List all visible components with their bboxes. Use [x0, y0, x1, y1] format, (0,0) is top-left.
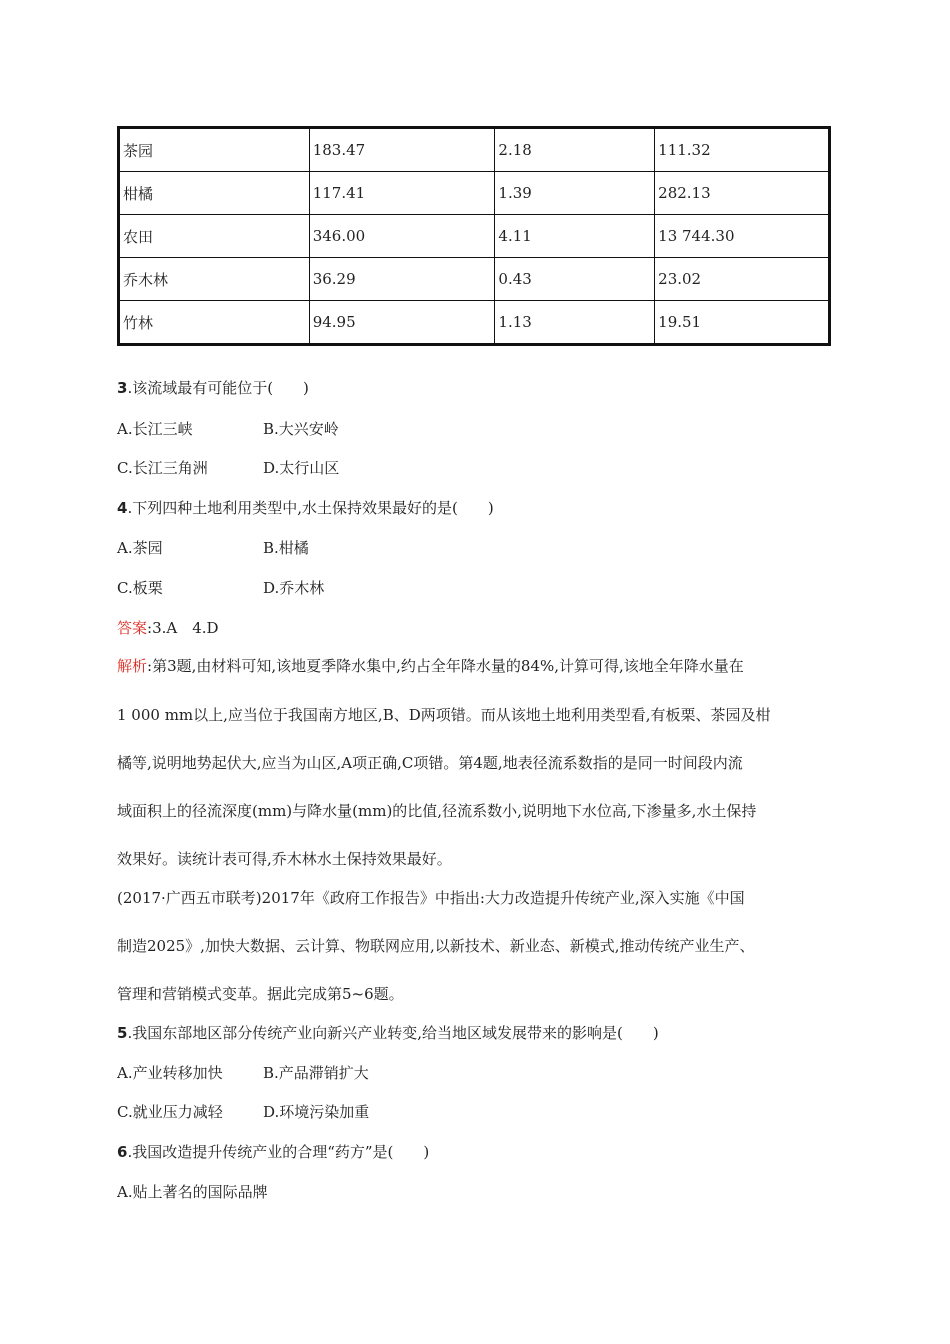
question-4 [117, 497, 494, 518]
land-use-type-cell: 乔木林 [119, 258, 310, 301]
table-row [119, 172, 830, 215]
table-value-cell: 36.29 [309, 258, 495, 301]
analysis-line: 域面积上的径流深度(mm)与降水量(mm)的比值,径流系数小,说明地下水位高,下渗量多,水土保持 [117, 802, 757, 820]
question-text: .下列四种土地利用类型中,水土保持效果最好的是( ) [127, 499, 494, 517]
option-a: A.产业转移加快 [117, 1064, 223, 1082]
table-value-cell: 19.51 [655, 301, 830, 345]
option-a: A.茶园 [117, 539, 163, 557]
options-row [117, 577, 324, 598]
question-text: .我国改造提升传统产业的合理“药方”是( ) [127, 1143, 430, 1161]
option-d: D.环境污染加重 [263, 1103, 370, 1121]
table-value-cell: 2.18 [495, 128, 655, 172]
analysis-label: 解析 [117, 657, 148, 675]
option-a: A.长江三峡 [117, 420, 193, 438]
question-text: .该流域最有可能位于( ) [127, 379, 309, 397]
table-value-cell: 117.41 [309, 172, 495, 215]
analysis-line [117, 655, 744, 676]
question-text: .我国东部地区部分传统产业向新兴产业转变,给当地区域发展带来的影响是( ) [127, 1024, 659, 1042]
material-line: 管理和营销模式变革。据此完成第5~6题。 [117, 985, 404, 1003]
question-5 [117, 1022, 659, 1043]
question-3 [117, 377, 309, 398]
options-row [117, 1062, 369, 1083]
options-row [117, 457, 339, 478]
option-c: C.长江三角洲 [117, 459, 208, 477]
options-row [117, 418, 339, 439]
table-value-cell: 183.47 [309, 128, 495, 172]
land-use-type-cell: 竹林 [119, 301, 310, 345]
land-use-type-cell: 柑橘 [119, 172, 310, 215]
question-number: 3 [117, 379, 128, 397]
question-number: 4 [117, 499, 128, 517]
table-value-cell: 282.13 [655, 172, 830, 215]
analysis-line: 橘等,说明地势起伏大,应当为山区,A项正确,C项错。第4题,地表径流系数指的是同一时间段内流 [117, 754, 743, 772]
table-row [119, 258, 830, 301]
question-6 [117, 1141, 429, 1162]
table-value-cell: 1.39 [495, 172, 655, 215]
land-use-type-cell: 茶园 [119, 128, 310, 172]
table-row [119, 215, 830, 258]
material-line: 制造2025》,加快大数据、云计算、物联网应用,以新技术、新业态、新模式,推动传统产业生产、 [117, 937, 755, 955]
land-use-table [117, 126, 831, 346]
question-number: 5 [117, 1024, 128, 1042]
analysis-text: :第3题,由材料可知,该地夏季降水集中,约占全年降水量的84%,计算可得,该地全年降水量在 [147, 657, 744, 675]
table-value-cell: 13 744.30 [655, 215, 830, 258]
analysis-line: 效果好。读统计表可得,乔木林水土保持效果最好。 [117, 850, 452, 868]
option-b: B.大兴安岭 [263, 420, 339, 438]
table-value-cell: 4.11 [495, 215, 655, 258]
answer-line [117, 617, 219, 638]
table-value-cell: 23.02 [655, 258, 830, 301]
option-b: B.柑橘 [263, 539, 309, 557]
option-d: D.太行山区 [263, 459, 340, 477]
option-b: B.产品滞销扩大 [263, 1064, 369, 1082]
table-value-cell: 346.00 [309, 215, 495, 258]
question-number: 6 [117, 1143, 128, 1161]
options-row [117, 1101, 369, 1122]
answer-text: :3.A 4.D [147, 619, 219, 637]
table-value-cell: 0.43 [495, 258, 655, 301]
material-line: (2017·广西五市联考)2017年《政府工作报告》中指出:大力改造提升传统产业,深入实施《中国 [117, 889, 745, 907]
option-d: D.乔木林 [263, 579, 325, 597]
options-row [117, 537, 309, 558]
analysis-line: 1 000 mm以上,应当位于我国南方地区,B、D两项错。而从该地土地利用类型看,有板栗、茶园及柑 [117, 706, 771, 724]
option-c: C.板栗 [117, 579, 163, 597]
table-value-cell: 111.32 [655, 128, 830, 172]
option-a: A.贴上著名的国际品牌 [117, 1183, 268, 1201]
option-c: C.就业压力减轻 [117, 1103, 223, 1121]
land-use-type-cell: 农田 [119, 215, 310, 258]
table-row [119, 301, 830, 345]
table-value-cell: 1.13 [495, 301, 655, 345]
table-value-cell: 94.95 [309, 301, 495, 345]
answer-label: 答案 [117, 619, 148, 637]
table-row [119, 128, 830, 172]
options-row [117, 1181, 268, 1202]
